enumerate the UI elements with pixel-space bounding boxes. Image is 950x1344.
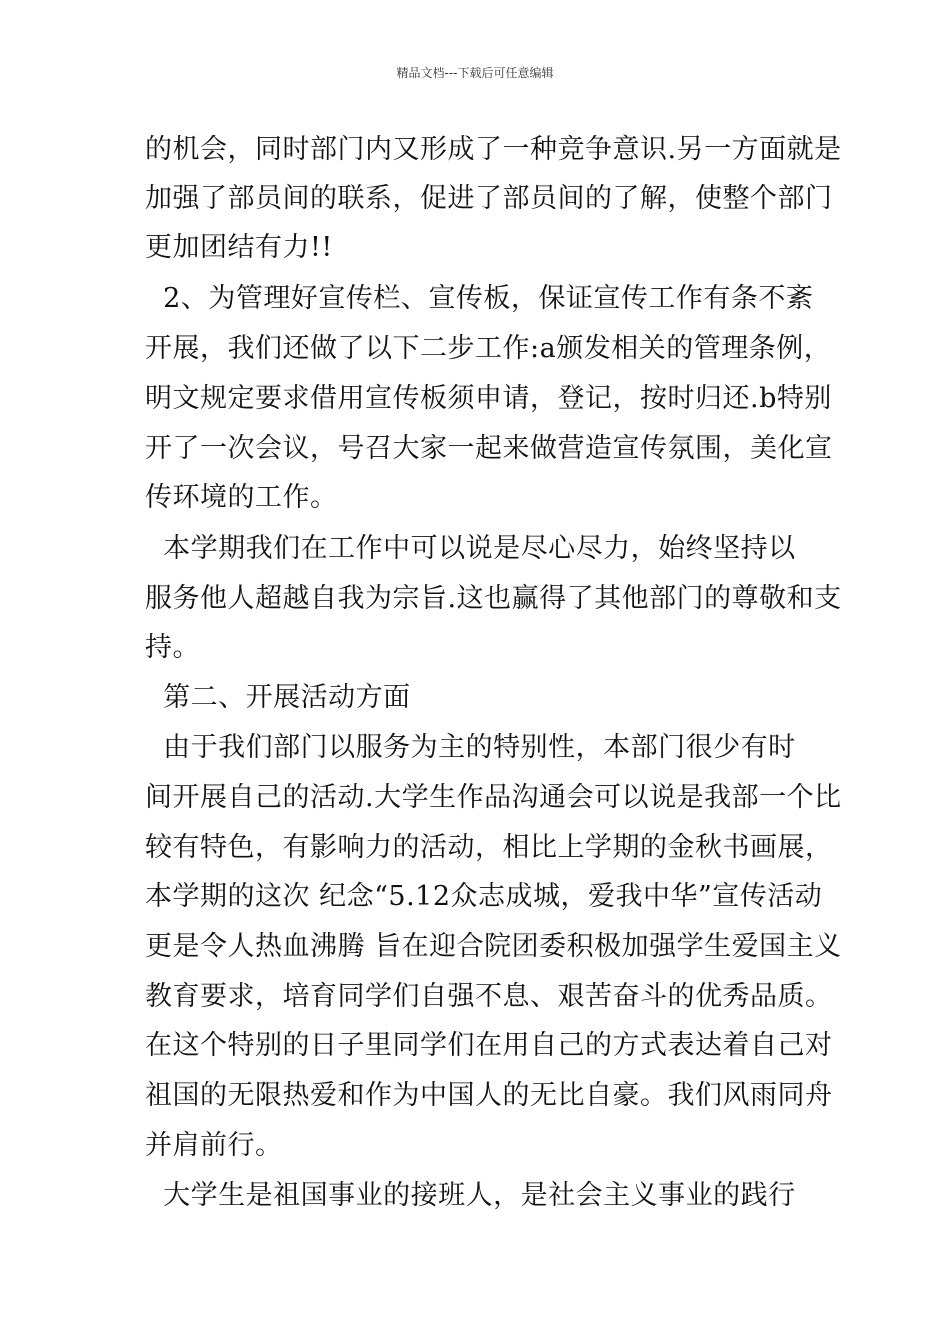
body-line: 的机会，同时部门内又形成了一种竞争意识.另一方面就是 bbox=[145, 134, 842, 165]
body-line: 教育要求，培育同学们自强不息、艰苦奋斗的优秀品质。 bbox=[145, 981, 833, 1012]
section-heading: 第二、开展活动方面 bbox=[145, 682, 411, 713]
body-line: 明文规定要求借用宣传板须申请，登记，按时归还.b特别 bbox=[145, 383, 832, 414]
body-line: 加强了部员间的联系，促进了部员间的了解，使整个部门 bbox=[145, 183, 833, 214]
body-line: 传环境的工作。 bbox=[145, 482, 338, 513]
body-line: 持。 bbox=[145, 632, 200, 663]
body-line: 间开展自己的活动.大学生作品沟通会可以说是我部一个比 bbox=[145, 782, 842, 813]
body-line: 祖国的无限热爱和作为中国人的无比自豪。我们风雨同舟 bbox=[145, 1080, 833, 1111]
body-line: 2、为管理好宣传栏、宣传板，保证宣传工作有条不紊 bbox=[145, 283, 814, 314]
body-line: 更是令人热血沸腾 旨在迎合院团委积极加强学生爱国主义 bbox=[145, 931, 842, 962]
body-line: 更加团结有力!! bbox=[145, 232, 333, 263]
body-line: 由于我们部门以服务为主的特别性，本部门很少有时 bbox=[145, 732, 796, 763]
page-header: 精品文档---下载后可任意编辑 bbox=[396, 66, 554, 80]
body-line: 开展，我们还做了以下二步工作:a颁发相关的管理条例， bbox=[145, 333, 832, 364]
body-line: 开了一次会议，号召大家一起来做营造宣传氛围，美化宣 bbox=[145, 433, 833, 464]
body-line: 在这个特别的日子里同学们在用自己的方式表达着自己对 bbox=[145, 1030, 833, 1061]
body-line: 较有特色，有影响力的活动，相比上学期的金秋书画展， bbox=[145, 832, 833, 863]
body-line: 大学生是祖国事业的接班人，是社会主义事业的践行 bbox=[145, 1180, 796, 1211]
body-line: 并肩前行。 bbox=[145, 1130, 283, 1161]
body-line: 本学期的这次 纪念“5.12众志成城，爱我中华”宣传活动 bbox=[145, 881, 823, 912]
body-line: 本学期我们在工作中可以说是尽心尽力，始终坚持以 bbox=[145, 533, 796, 564]
body-line: 服务他人超越自我为宗旨.这也赢得了其他部门的尊敬和支 bbox=[145, 583, 842, 614]
